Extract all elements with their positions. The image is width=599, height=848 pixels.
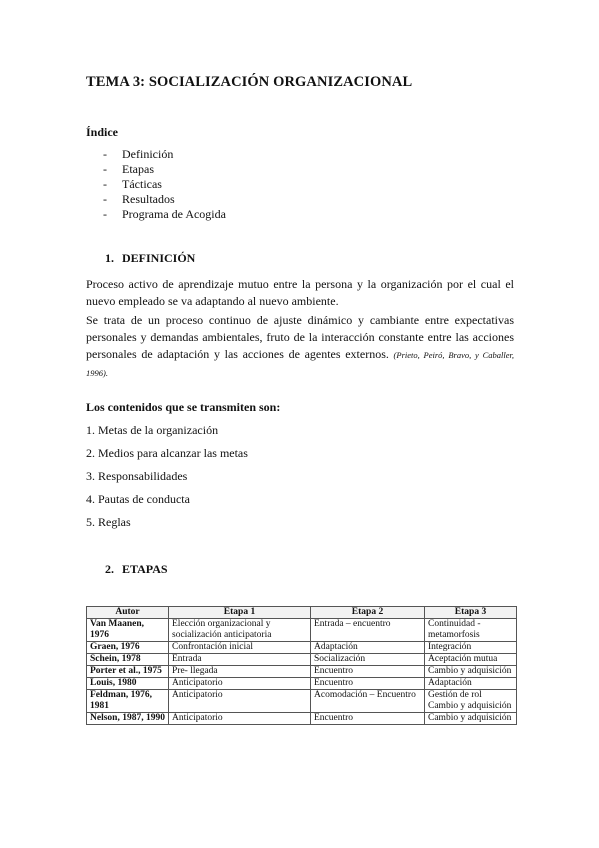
- table-cell: Cambio y adquisición: [425, 713, 517, 725]
- section-heading-definicion: 1. DEFINICIÓN: [105, 251, 196, 265]
- contenido-item: 1. Metas de la organización: [86, 423, 219, 437]
- table-cell: Anticipatorio: [169, 678, 311, 690]
- table-cell: Schein, 1978: [87, 654, 169, 666]
- definicion-paragraph-1: Proceso activo de aprendizaje mutuo entre la persona y la organización por el cual el nuevo empleado se va adaptando al nuevo ambiente.: [86, 277, 514, 308]
- table-cell: Integración: [425, 642, 517, 654]
- table-header-cell: Autor: [87, 607, 169, 619]
- contenido-item: 5. Reglas: [86, 515, 131, 529]
- table-row: [87, 654, 517, 666]
- table-cell: Nelson, 1987, 1990: [87, 713, 169, 725]
- table-header-cell: Etapa 3: [425, 607, 517, 619]
- table-cell: Gestión de rol Cambio y adquisición: [425, 690, 517, 713]
- indice-item: - Resultados: [103, 192, 175, 206]
- indice-item: - Etapas: [103, 162, 154, 176]
- table-cell: Porter et al., 1975: [87, 666, 169, 678]
- indice-item: - Definición: [103, 147, 174, 161]
- contenido-item: 4. Pautas de conducta: [86, 492, 190, 506]
- table-header-row: [87, 607, 517, 619]
- table-row: [87, 642, 517, 654]
- contenido-item: 3. Responsabilidades: [86, 469, 188, 483]
- table-cell: Confrontación inicial: [169, 642, 311, 654]
- definicion-paragraph-2: Se trata de un proceso continuo de ajuste dinámico y cambiante entre expectativas personales y demandas ambientales, fruto de la interacción constante entre las acciones personales de adaptación y las acciones de agentes externos. (Prieto, Peiró, Bravo, y Caballer, 1996).: [86, 313, 514, 378]
- contenido-item: 2. Medios para alcanzar las metas: [86, 446, 248, 460]
- table-cell: Anticipatorio: [169, 690, 311, 713]
- section-heading-etapas: 2. ETAPAS: [105, 562, 168, 576]
- indice-item: - Programa de Acogida: [103, 207, 226, 221]
- contenidos-heading: Los contenidos que se transmiten son:: [86, 400, 281, 414]
- indice-item: - Tácticas: [103, 177, 162, 191]
- table-cell: Entrada: [169, 654, 311, 666]
- table-header-cell: Etapa 2: [311, 607, 425, 619]
- table-cell: Anticipatorio: [169, 713, 311, 725]
- table-cell: Encuentro: [311, 666, 425, 678]
- table-row: [87, 713, 517, 725]
- table-cell: Pre- llegada: [169, 666, 311, 678]
- table-cell: Entrada – encuentro: [311, 619, 425, 642]
- table-cell: Encuentro: [311, 713, 425, 725]
- table-cell: Socialización: [311, 654, 425, 666]
- table-cell: Cambio y adquisición: [425, 666, 517, 678]
- indice-heading: Índice: [86, 125, 119, 139]
- table-cell: Feldman, 1976, 1981: [87, 690, 169, 713]
- table-cell: Acomodación – Encuentro: [311, 690, 425, 713]
- table-cell: Graen, 1976: [87, 642, 169, 654]
- table-row: [87, 690, 517, 713]
- table-row: [87, 666, 517, 678]
- table-row: [87, 678, 517, 690]
- table-row: [87, 619, 517, 642]
- table-cell: Louis, 1980: [87, 678, 169, 690]
- table-cell: Aceptación mutua: [425, 654, 517, 666]
- indice-list: [103, 147, 226, 222]
- table-cell: Adaptación: [311, 642, 425, 654]
- table-cell: Encuentro: [311, 678, 425, 690]
- table-cell: Adaptación: [425, 678, 517, 690]
- citation: (Prieto, Peiró, Bravo, y Caballer, 1996).: [86, 350, 514, 378]
- table-cell: Van Maanen, 1976: [87, 619, 169, 642]
- document-title: TEMA 3: SOCIALIZACIÓN ORGANIZACIONAL: [86, 74, 413, 90]
- etapas-table: [86, 606, 517, 725]
- table-cell: Continuidad - metamorfosis: [425, 619, 517, 642]
- table-header-cell: Etapa 1: [169, 607, 311, 619]
- table-cell: Elección organizacional y socialización anticipatoria: [169, 619, 311, 642]
